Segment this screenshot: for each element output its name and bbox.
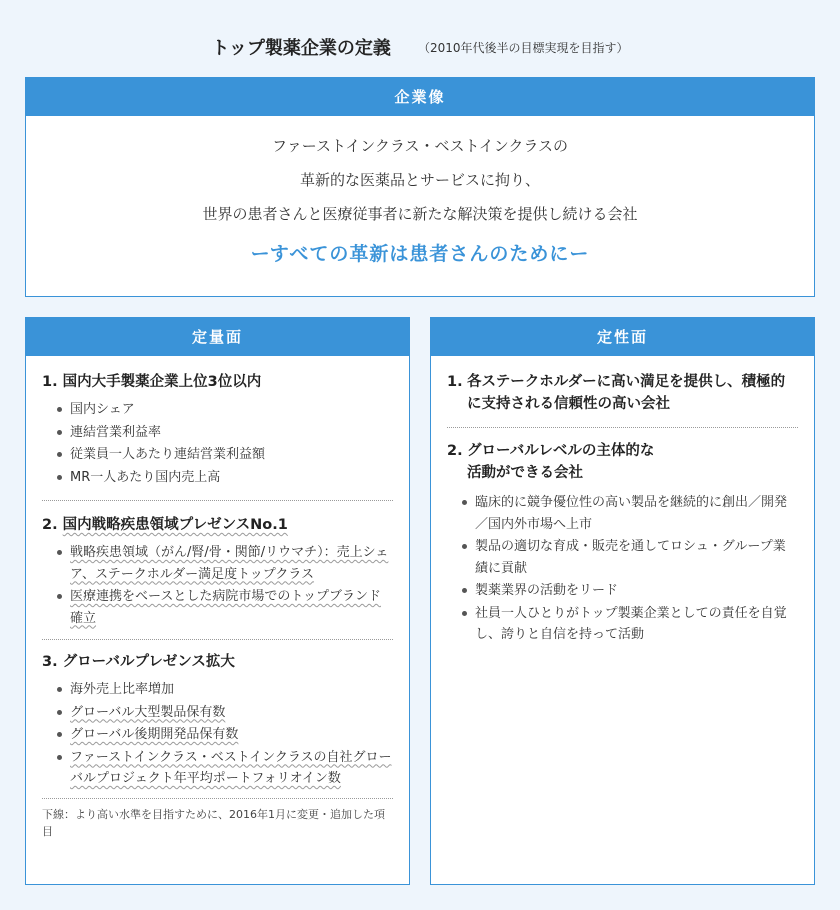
quantitative-heading: 定量面 <box>26 318 409 356</box>
quant-section-3 <box>26 640 409 790</box>
vision-line: ファーストインクラス・ベストインクラスの <box>272 137 568 155</box>
list-item: MR一人あたり国内売上高 <box>70 467 393 489</box>
section-title <box>42 514 393 536</box>
section-title-text: 国内戦略疾患領域プレゼンスNo.1 <box>62 517 288 533</box>
page-subtitle: （2010年代後半の目標実現を目指す） <box>418 40 629 55</box>
section-number: 3. <box>42 654 58 670</box>
page-title: トップ製薬企業の定義 <box>211 38 391 59</box>
section-number: 2. <box>42 517 58 533</box>
vision-panel <box>25 77 815 297</box>
list-item: 戦略疾患領域（がん/腎/骨・関節/リウマチ）：売上シェア、ステークホルダー満足度トップクラス <box>70 542 393 585</box>
footnote: 下線：より高い水準を目指すために、2016年1月に変更・追加した項目 <box>42 807 385 838</box>
vision-line: 革新的な医薬品とサービスに拘り、 <box>299 171 540 189</box>
list-item: ファーストインクラス・ベストインクラスの自社グローバルプロジェクト年平均ポートフォリオイン数 <box>70 747 393 790</box>
bullet-list <box>42 542 393 629</box>
vision-tagline: ーすべての革新は患者さんのためにー <box>250 243 590 265</box>
bullet-list <box>42 399 393 488</box>
section-title-text: グローバルレベルの主体的な活動ができる会社 <box>467 443 655 481</box>
section-number: 1. <box>42 374 58 390</box>
quantitative-panel <box>25 317 410 885</box>
section-number: 2. <box>447 443 463 459</box>
section-title-text: 各ステークホルダーに高い満足を提供し、積極的に支持される信頼性の高い会社 <box>467 374 786 412</box>
list-item: グローバル後期開発品保有数 <box>70 724 393 746</box>
qual-section-2 <box>431 428 814 646</box>
divider <box>42 798 393 799</box>
vision-line: 世界の患者さんと医療従事者に新たな解決策を提供し続ける会社 <box>202 205 638 223</box>
list-item: 社員一人ひとりがトップ製薬企業としての責任を自覚し、誇りと自信を持って活動 <box>475 603 798 646</box>
quant-section-2 <box>26 501 409 629</box>
section-title-text: 国内大手製薬企業上位3位以内 <box>62 374 262 390</box>
quant-section-1 <box>26 356 409 488</box>
qualitative-panel <box>430 317 815 885</box>
bullet-list <box>447 492 798 646</box>
list-item: 製品の適切な育成・販売を通してロシュ・グループ業績に貢献 <box>475 536 798 579</box>
list-item: 医療連携をベースとした病院市場でのトップブランド確立 <box>70 586 393 629</box>
list-item: 国内シェア <box>70 399 393 421</box>
section-title <box>447 440 798 484</box>
qual-section-1 <box>431 356 814 415</box>
section-title <box>42 651 393 673</box>
vision-heading: 企業像 <box>26 78 814 116</box>
list-item: 従業員一人あたり連結営業利益額 <box>70 444 393 466</box>
list-item: 製薬業界の活動をリード <box>475 580 798 602</box>
page-title-row <box>0 34 840 60</box>
section-title <box>447 371 798 415</box>
section-number: 1. <box>447 374 463 390</box>
qualitative-heading: 定性面 <box>431 318 814 356</box>
list-item: 海外売上比率増加 <box>70 679 393 701</box>
list-item: 連結営業利益率 <box>70 422 393 444</box>
bullet-list <box>42 679 393 790</box>
vision-statement <box>26 116 814 231</box>
list-item: グローバル大型製品保有数 <box>70 702 393 724</box>
section-title-text: グローバルプレゼンス拡大 <box>62 654 235 670</box>
list-item: 臨床的に競争優位性の高い製品を継続的に創出／開発／国内外市場へ上市 <box>475 492 798 535</box>
section-title <box>42 371 393 393</box>
